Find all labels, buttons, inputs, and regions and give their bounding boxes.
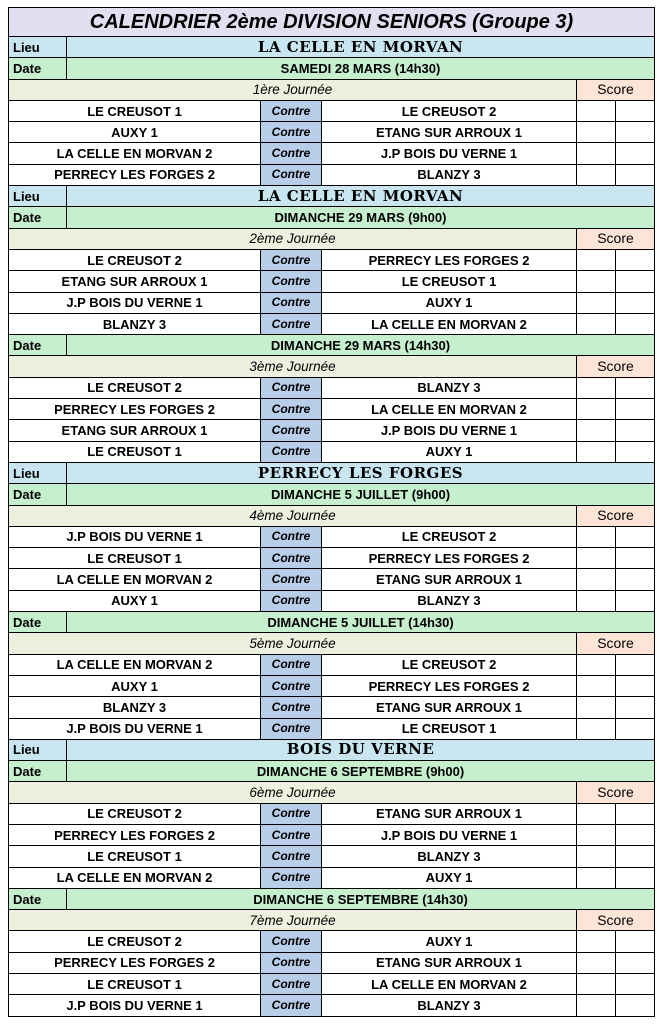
home-team: J.P BOIS DU VERNE 1 bbox=[9, 995, 261, 1016]
match-row bbox=[9, 867, 655, 888]
contre-label: Contre bbox=[261, 164, 322, 185]
home-team: PERRECY LES FORGES 2 bbox=[9, 399, 261, 420]
match-row bbox=[9, 249, 655, 270]
home-score-cell[interactable] bbox=[577, 164, 616, 185]
away-score-cell[interactable] bbox=[616, 100, 655, 121]
match-row bbox=[9, 313, 655, 334]
journee-title: 6ème Journée bbox=[9, 782, 577, 803]
away-team: PERRECY LES FORGES 2 bbox=[322, 249, 577, 270]
match-date: DIMANCHE 5 JUILLET (14h30) bbox=[67, 612, 655, 633]
contre-label: Contre bbox=[261, 249, 322, 270]
home-score-cell[interactable] bbox=[577, 122, 616, 143]
contre-label: Contre bbox=[261, 420, 322, 441]
date-row bbox=[9, 335, 655, 356]
venue-name: BOIS DU VERNE bbox=[67, 739, 655, 760]
away-team: BLANZY 3 bbox=[322, 590, 577, 611]
away-team: J.P BOIS DU VERNE 1 bbox=[322, 824, 577, 845]
contre-label: Contre bbox=[261, 399, 322, 420]
home-team: LE CREUSOT 2 bbox=[9, 931, 261, 952]
date-label: Date bbox=[9, 612, 67, 633]
contre-label: Contre bbox=[261, 271, 322, 292]
home-score-cell[interactable] bbox=[577, 697, 616, 718]
away-score-cell[interactable] bbox=[616, 164, 655, 185]
journee-row bbox=[9, 910, 655, 931]
home-team: PERRECY LES FORGES 2 bbox=[9, 952, 261, 973]
home-team: J.P BOIS DU VERNE 1 bbox=[9, 718, 261, 739]
score-header: Score bbox=[577, 79, 655, 100]
home-team: LE CREUSOT 1 bbox=[9, 100, 261, 121]
journee-title: 1ère Journée bbox=[9, 79, 577, 100]
away-team: LE CREUSOT 2 bbox=[322, 654, 577, 675]
home-score-cell[interactable] bbox=[577, 100, 616, 121]
lieu-row bbox=[9, 739, 655, 760]
match-row bbox=[9, 399, 655, 420]
contre-label: Contre bbox=[261, 526, 322, 547]
date-label: Date bbox=[9, 484, 67, 505]
home-score-cell[interactable] bbox=[577, 569, 616, 590]
away-team: J.P BOIS DU VERNE 1 bbox=[322, 143, 577, 164]
away-score-cell[interactable] bbox=[616, 420, 655, 441]
home-score-cell[interactable] bbox=[577, 718, 616, 739]
away-score-cell[interactable] bbox=[616, 931, 655, 952]
away-team: LE CREUSOT 1 bbox=[322, 271, 577, 292]
match-row bbox=[9, 271, 655, 292]
away-team: LA CELLE EN MORVAN 2 bbox=[322, 313, 577, 334]
home-team: ETANG SUR ARROUX 1 bbox=[9, 420, 261, 441]
contre-label: Contre bbox=[261, 548, 322, 569]
match-row bbox=[9, 420, 655, 441]
home-team: BLANZY 3 bbox=[9, 697, 261, 718]
match-row bbox=[9, 718, 655, 739]
away-team: ETANG SUR ARROUX 1 bbox=[322, 569, 577, 590]
lieu-label: Lieu bbox=[9, 37, 67, 58]
away-team: AUXY 1 bbox=[322, 292, 577, 313]
match-row bbox=[9, 697, 655, 718]
away-team: ETANG SUR ARROUX 1 bbox=[322, 803, 577, 824]
calendar-sheet bbox=[8, 7, 654, 1017]
home-score-cell[interactable] bbox=[577, 313, 616, 334]
date-row bbox=[9, 612, 655, 633]
away-team: LA CELLE EN MORVAN 2 bbox=[322, 974, 577, 995]
home-team: LA CELLE EN MORVAN 2 bbox=[9, 654, 261, 675]
away-score-cell[interactable] bbox=[616, 675, 655, 696]
home-score-cell[interactable] bbox=[577, 654, 616, 675]
away-score-cell[interactable] bbox=[616, 143, 655, 164]
home-team: PERRECY LES FORGES 2 bbox=[9, 164, 261, 185]
away-team: BLANZY 3 bbox=[322, 995, 577, 1016]
away-team: BLANZY 3 bbox=[322, 377, 577, 398]
away-score-cell[interactable] bbox=[616, 590, 655, 611]
contre-label: Contre bbox=[261, 867, 322, 888]
match-date: DIMANCHE 29 MARS (9h00) bbox=[67, 207, 655, 228]
venue-name: PERRECY LES FORGES bbox=[67, 462, 655, 483]
home-score-cell[interactable] bbox=[577, 526, 616, 547]
match-date: DIMANCHE 5 JUILLET (9h00) bbox=[67, 484, 655, 505]
home-team: BLANZY 3 bbox=[9, 313, 261, 334]
contre-label: Contre bbox=[261, 441, 322, 462]
away-score-cell[interactable] bbox=[616, 952, 655, 973]
match-date: DIMANCHE 6 SEPTEMBRE (14h30) bbox=[67, 888, 655, 909]
home-score-cell[interactable] bbox=[577, 952, 616, 973]
lieu-label: Lieu bbox=[9, 462, 67, 483]
away-team: AUXY 1 bbox=[322, 931, 577, 952]
match-row bbox=[9, 803, 655, 824]
home-score-cell[interactable] bbox=[577, 420, 616, 441]
match-row bbox=[9, 164, 655, 185]
date-row bbox=[9, 761, 655, 782]
match-row bbox=[9, 441, 655, 462]
match-row bbox=[9, 292, 655, 313]
contre-label: Contre bbox=[261, 974, 322, 995]
away-score-cell[interactable] bbox=[616, 249, 655, 270]
contre-label: Contre bbox=[261, 143, 322, 164]
title-row bbox=[9, 8, 655, 37]
away-score-cell[interactable] bbox=[616, 995, 655, 1016]
home-score-cell[interactable] bbox=[577, 824, 616, 845]
date-row bbox=[9, 484, 655, 505]
match-row bbox=[9, 526, 655, 547]
date-row bbox=[9, 207, 655, 228]
contre-label: Contre bbox=[261, 100, 322, 121]
match-date: SAMEDI 28 MARS (14h30) bbox=[67, 58, 655, 79]
match-row bbox=[9, 995, 655, 1016]
journee-row bbox=[9, 633, 655, 654]
home-score-cell[interactable] bbox=[577, 846, 616, 867]
away-team: AUXY 1 bbox=[322, 867, 577, 888]
home-team: PERRECY LES FORGES 2 bbox=[9, 824, 261, 845]
away-team: AUXY 1 bbox=[322, 441, 577, 462]
away-team: BLANZY 3 bbox=[322, 164, 577, 185]
journee-title: 7ème Journée bbox=[9, 910, 577, 931]
match-row bbox=[9, 846, 655, 867]
home-score-cell[interactable] bbox=[577, 399, 616, 420]
home-score-cell[interactable] bbox=[577, 143, 616, 164]
score-header: Score bbox=[577, 505, 655, 526]
home-score-cell[interactable] bbox=[577, 271, 616, 292]
away-score-cell[interactable] bbox=[616, 569, 655, 590]
away-team: LE CREUSOT 1 bbox=[322, 718, 577, 739]
away-score-cell[interactable] bbox=[616, 718, 655, 739]
match-date: DIMANCHE 6 SEPTEMBRE (9h00) bbox=[67, 761, 655, 782]
home-score-cell[interactable] bbox=[577, 292, 616, 313]
date-label: Date bbox=[9, 335, 67, 356]
contre-label: Contre bbox=[261, 377, 322, 398]
home-team: LA CELLE EN MORVAN 2 bbox=[9, 569, 261, 590]
home-team: LE CREUSOT 1 bbox=[9, 846, 261, 867]
away-score-cell[interactable] bbox=[616, 399, 655, 420]
home-team: ETANG SUR ARROUX 1 bbox=[9, 271, 261, 292]
away-score-cell[interactable] bbox=[616, 654, 655, 675]
home-score-cell[interactable] bbox=[577, 675, 616, 696]
match-row bbox=[9, 931, 655, 952]
away-team: ETANG SUR ARROUX 1 bbox=[322, 697, 577, 718]
home-score-cell[interactable] bbox=[577, 803, 616, 824]
contre-label: Contre bbox=[261, 590, 322, 611]
date-row bbox=[9, 58, 655, 79]
venue-name: LA CELLE EN MORVAN bbox=[67, 37, 655, 58]
away-team: PERRECY LES FORGES 2 bbox=[322, 548, 577, 569]
contre-label: Contre bbox=[261, 313, 322, 334]
home-score-cell[interactable] bbox=[577, 441, 616, 462]
home-score-cell[interactable] bbox=[577, 249, 616, 270]
home-score-cell[interactable] bbox=[577, 974, 616, 995]
match-row bbox=[9, 569, 655, 590]
away-score-cell[interactable] bbox=[616, 292, 655, 313]
contre-label: Contre bbox=[261, 824, 322, 845]
match-row bbox=[9, 675, 655, 696]
lieu-label: Lieu bbox=[9, 186, 67, 207]
home-team: AUXY 1 bbox=[9, 590, 261, 611]
score-header: Score bbox=[577, 356, 655, 377]
journee-row bbox=[9, 782, 655, 803]
away-score-cell[interactable] bbox=[616, 846, 655, 867]
home-team: LA CELLE EN MORVAN 2 bbox=[9, 867, 261, 888]
date-label: Date bbox=[9, 888, 67, 909]
date-row bbox=[9, 888, 655, 909]
away-team: LE CREUSOT 2 bbox=[322, 100, 577, 121]
away-score-cell[interactable] bbox=[616, 824, 655, 845]
away-team: ETANG SUR ARROUX 1 bbox=[322, 122, 577, 143]
score-header: Score bbox=[577, 782, 655, 803]
match-row bbox=[9, 824, 655, 845]
away-team: PERRECY LES FORGES 2 bbox=[322, 675, 577, 696]
contre-label: Contre bbox=[261, 122, 322, 143]
away-team: LA CELLE EN MORVAN 2 bbox=[322, 399, 577, 420]
score-header: Score bbox=[577, 633, 655, 654]
home-score-cell[interactable] bbox=[577, 995, 616, 1016]
away-score-cell[interactable] bbox=[616, 803, 655, 824]
match-row bbox=[9, 590, 655, 611]
away-team: ETANG SUR ARROUX 1 bbox=[322, 952, 577, 973]
match-date: DIMANCHE 29 MARS (14h30) bbox=[67, 335, 655, 356]
contre-label: Contre bbox=[261, 718, 322, 739]
away-team: LE CREUSOT 2 bbox=[322, 526, 577, 547]
away-score-cell[interactable] bbox=[616, 697, 655, 718]
home-team: LE CREUSOT 2 bbox=[9, 803, 261, 824]
contre-label: Contre bbox=[261, 846, 322, 867]
journee-title: 5ème Journée bbox=[9, 633, 577, 654]
away-score-cell[interactable] bbox=[616, 974, 655, 995]
home-team: LE CREUSOT 1 bbox=[9, 441, 261, 462]
lieu-row bbox=[9, 37, 655, 58]
contre-label: Contre bbox=[261, 931, 322, 952]
home-team: LE CREUSOT 1 bbox=[9, 548, 261, 569]
journee-row bbox=[9, 356, 655, 377]
match-row bbox=[9, 654, 655, 675]
lieu-row bbox=[9, 186, 655, 207]
contre-label: Contre bbox=[261, 803, 322, 824]
date-label: Date bbox=[9, 761, 67, 782]
away-score-cell[interactable] bbox=[616, 377, 655, 398]
home-team: AUXY 1 bbox=[9, 675, 261, 696]
lieu-row bbox=[9, 462, 655, 483]
away-score-cell[interactable] bbox=[616, 271, 655, 292]
journee-title: 4ème Journée bbox=[9, 505, 577, 526]
home-team: J.P BOIS DU VERNE 1 bbox=[9, 292, 261, 313]
home-score-cell[interactable] bbox=[577, 590, 616, 611]
score-header: Score bbox=[577, 228, 655, 249]
home-score-cell[interactable] bbox=[577, 548, 616, 569]
date-label: Date bbox=[9, 58, 67, 79]
home-team: J.P BOIS DU VERNE 1 bbox=[9, 526, 261, 547]
home-score-cell[interactable] bbox=[577, 931, 616, 952]
venue-name: LA CELLE EN MORVAN bbox=[67, 186, 655, 207]
match-row bbox=[9, 100, 655, 121]
match-row bbox=[9, 952, 655, 973]
journee-title: 3ème Journée bbox=[9, 356, 577, 377]
contre-label: Contre bbox=[261, 697, 322, 718]
contre-label: Contre bbox=[261, 952, 322, 973]
home-team: LE CREUSOT 1 bbox=[9, 974, 261, 995]
home-team: LE CREUSOT 2 bbox=[9, 377, 261, 398]
journee-row bbox=[9, 228, 655, 249]
match-row bbox=[9, 974, 655, 995]
journee-title: 2ème Journée bbox=[9, 228, 577, 249]
contre-label: Contre bbox=[261, 654, 322, 675]
match-row bbox=[9, 143, 655, 164]
away-score-cell[interactable] bbox=[616, 526, 655, 547]
home-team: LE CREUSOT 2 bbox=[9, 249, 261, 270]
journee-row bbox=[9, 79, 655, 100]
match-row bbox=[9, 122, 655, 143]
journee-row bbox=[9, 505, 655, 526]
match-row bbox=[9, 377, 655, 398]
home-score-cell[interactable] bbox=[577, 377, 616, 398]
away-score-cell[interactable] bbox=[616, 122, 655, 143]
away-score-cell[interactable] bbox=[616, 313, 655, 334]
score-header: Score bbox=[577, 910, 655, 931]
contre-label: Contre bbox=[261, 569, 322, 590]
home-team: LA CELLE EN MORVAN 2 bbox=[9, 143, 261, 164]
lieu-label: Lieu bbox=[9, 739, 67, 760]
contre-label: Contre bbox=[261, 675, 322, 696]
date-label: Date bbox=[9, 207, 67, 228]
away-score-cell[interactable] bbox=[616, 867, 655, 888]
away-score-cell[interactable] bbox=[616, 441, 655, 462]
contre-label: Contre bbox=[261, 995, 322, 1016]
away-score-cell[interactable] bbox=[616, 548, 655, 569]
page-title: CALENDRIER 2ème DIVISION SENIORS (Groupe 3) bbox=[9, 8, 655, 37]
contre-label: Contre bbox=[261, 292, 322, 313]
calendar-table bbox=[8, 7, 655, 1017]
match-row bbox=[9, 548, 655, 569]
home-team: AUXY 1 bbox=[9, 122, 261, 143]
away-team: J.P BOIS DU VERNE 1 bbox=[322, 420, 577, 441]
home-score-cell[interactable] bbox=[577, 867, 616, 888]
away-team: BLANZY 3 bbox=[322, 846, 577, 867]
